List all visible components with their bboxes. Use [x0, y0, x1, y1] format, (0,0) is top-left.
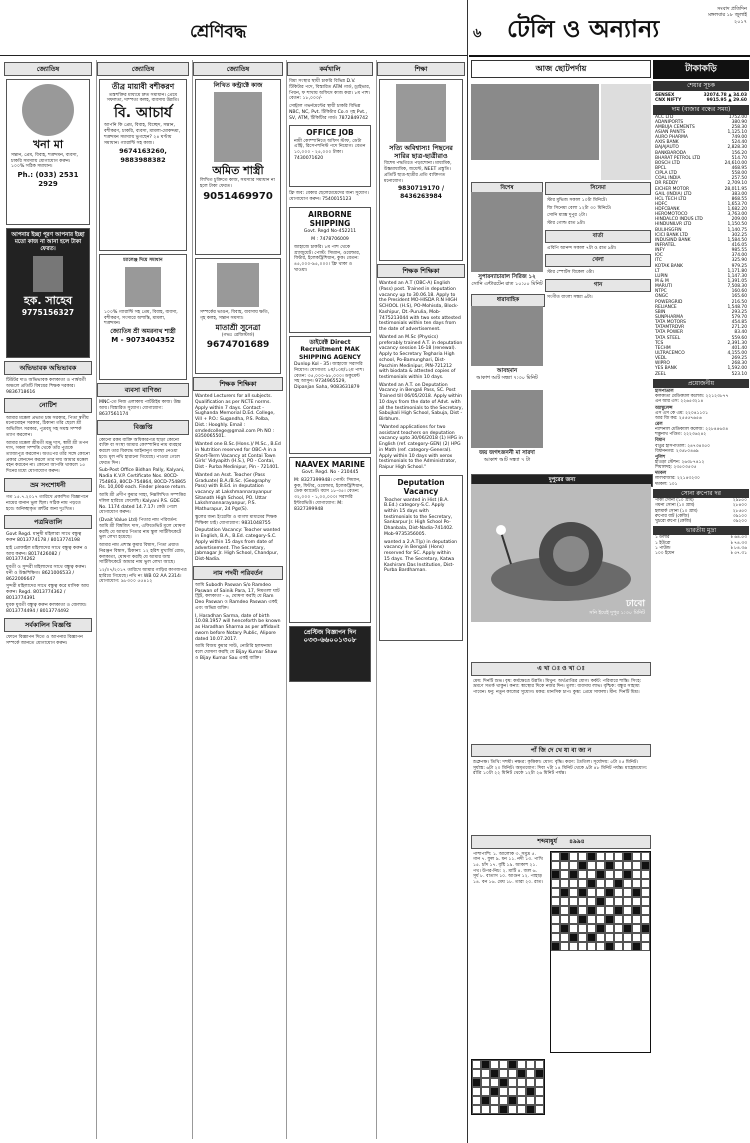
wanted-nutrition: Wanted one B.Sc.(Hons.)/ M.Sc., B.Ed in Nutrition reserved for OBC-A in a Short-Term Vacancy at Contai Town Girls' Vidyapith (H.S.), PO - Contai, Dist - Purba Medinipur, Pin - 721401.	[195, 442, 281, 471]
stock-row: EICHER MOTOR 28,011.95	[655, 186, 747, 192]
stock-row: NTPC 160.60	[655, 289, 747, 295]
section-jyotish-1: জ্যোতিষ	[4, 62, 92, 76]
crossword-header: শব্দমাধুর্য ৪৯৯৪	[471, 835, 651, 849]
stock-row: YES BANK 1,592.00	[655, 366, 747, 372]
useful-section: হাসপাতাল	[655, 389, 674, 395]
column-1: জ্যোতিষ খনা মা সন্তান, প্রেম, বিবাহ, শত্রুদমন, ব্যবসা, চাকরি সমস্যায় যোগাযোগ করুন। ১০০% সঠিক সমাধান। Ph.: (033) 2531 2929 আপনার ইচ্ছা পূরণ আপনার ইচ্ছা মতো কাজ না আনা হলে টাকা ফেরত। হক. সাহেব 9775156327 অভিভাবক অভিভাবক টিউটর দাও অভিভাবক কলকাতা ও পার্শ্ববর্তী অঞ্চলে প্রতিটি বিষয়ের শিক্ষক দরকার। 9836718616 নোটিশ আমার মক্কেল প্রভাত চন্দ্র সরকার, পিতা স্বর্গীয় মনোমোহন সরকার, ঠিকানা তাঁর ছেলে শ্রী অভিজিৎ সরকার, পুত্রবধূ সহ সমস্ত সম্পর্ক ত্যাগ করলেন। আমার মক্কেল শ্রীমতী মঞ্জু দাস, স্বামী শ্রী তপন দাস, সকল সম্পত্তি থেকে তাঁর পুত্রকে ত্যাজ্যপুত্র করলেন। অতঃপর তাঁর সঙ্গে কোনো প্রকার লেনদেন করলে তার দায় আমার মক্কেল বহন করবেন না। কোনো আপত্তি থাকলে ১৫ দিনের মধ্যে যোগাযোগ করুন। ভ্রম সংশোধনী গত ১৫.৭.২০১৭ তারিখে প্রকাশিত বিজ্ঞাপনে নামের বানান ভুল ছিল। সঠিক নাম পড়তে হবে। অনিচ্ছাকৃত ত্রুটির জন্য দুঃখিত। পত্রমিতালি Govt Regd. মানুষী মহিলারা সাথে বন্ধুত্ব করুন 8013774178 / 8013774198 হাই প্রোফাইল মহিলাদের সাথে বন্ধুত্ব করুন ও আয় করুন। 8017426082 / 8013774262 যুবতী ও সুন্দরী মহিলাদের সাথে বন্ধুত্ব করুন। ধনী ও উচ্চশিক্ষিত। 8621006533 / 8622006647 সুন্দরী মহিলাদের সাথে বন্ধুত্ব করে মাসিক আয় করুন। Regd. 8013774362 / 8013774391 যুবক যুবতী বন্ধুত্ব করুন কলকাতা ও জেলায়। 8013774494 / 8013774492 সর্বকালিন বিজ্ঞপ্তি ফোনে বিজ্ঞাপন দিতে ও আপনার বিজ্ঞাপন সম্পর্কে জানতে যোগাযোগ করুন।	[4, 60, 92, 1139]
stock-row: AURO PHARMA 749.00	[655, 135, 747, 141]
ad-office-job: OFFICE JOB নামী কোম্পানিতে অফিস স্টাফ, ডেটা এন্ট্রি, রিসেপশনিস্ট পদে নিয়োগ। বেতন ১০,০০০ - ২৫,০০০ টাকা। 7430071620	[289, 125, 371, 187]
stock-row: TATA STEEL 559.60	[655, 335, 747, 341]
wanted-english: Wanted an A.T (OBC-A) English (Pass) post. Trained in deputation vacancy up to 30.06.18. Apply to the President MO-HISDA R.N HIGH SCHOOL (H.S), PO-Mohisda, Block-Kashipur, Dt.-Purulia, Mob-7475213044 with two sets attested testimonials within ten days from the date of advertisement.	[379, 281, 461, 333]
section-jyotish-3: জ্যোতিষ	[193, 62, 283, 76]
stock-row: HEROMOTOCO 3,763.00	[655, 212, 747, 218]
tv-header: আজ ছোটপর্দায়	[471, 60, 651, 78]
currency-row: ১ পাউন্ড ৳ ৮৪.৩৬	[655, 545, 747, 551]
stock-row: WIPRO 268.30	[655, 361, 747, 367]
stock-row: ICICI BANK LTD 302.25	[655, 232, 747, 238]
stock-row: HCL TECH LTD 868.55	[655, 196, 747, 202]
stock-row: M & M 1,391.05	[655, 279, 747, 285]
tv-photo-2	[601, 84, 651, 180]
stock-row: ACC LTD 1752.00	[655, 114, 747, 120]
wanted-physics: Wanted an M.Sc (Physics) preferably trained A.T. in deputation vacancy session 16-18 (renewal). Apply to Secretary Tegharia High school, Po-Bamunghari, Dist-Paschim Medinipur, PIN-721212 with biodata & attested copies of testimonials within 10 days.	[379, 334, 463, 380]
useful-line: দমকল: ১০১	[655, 481, 678, 487]
stock-row: GAIL (INDIA) LTD 383.00	[655, 191, 747, 197]
market-column: টাকাকড়ি শেয়ার সূচক SENSEX 32074.78 ▲ 34.03 CNX NIFTY 9915.95 ▲ 29.60 দাম (বাজার বন্ধের সময়) ACC LTD 1752.00 ADANIPORTS 380.90 AMBUJA CEMENTS 258.30 ASIAN PAINTS 1,125.10 AURO PHARMA 749.00 AXIS BANK 524.40 BAJAJAUTO 2,828.30 BANKBARODA 156.20 BHARAT PETROL LTD 514.70 BOSCH LTD 24,610.00 BPCL 468.95 CIPLA LTD 558.00 COAL INDIA 257.50 DR REDDY 2,709.10 EICHER MOTOR 28,011.95 GAIL (INDIA) LTD 383.00 HCL TECH LTD 868.55 HDFC 1,653.70 HDFCBANK 1,682.20 HEROMOTOCO 3,763.00 HINDALCO INDUS LTD 209.00 HINDUNILVR LTD 1,150.50 BULIHSGFIN 1,140.75 ICICI BANK LTD 302.25 INDUSIND BANK 1,584.50 INFRATEL 416.05 INFY 985.55 IOC 374.00 ITC 325.90 KOTAK BANK 979.25 LT 1,171.80 LUPIN 1,147.30 M & M 1,391.05 MARUTI 7,508.30 NTPC 160.60 ONGC 165.60 POWERGRID 216.50 RELIANCE 1,548.70 SBIN 293.25 SUNPHARMA 579.70 TATA MOTORS 454.85 TATAMTRDVR 271.20 TATA POWER 83.40 TATA STEEL 559.60 TCS 2,391.30 TECHM 401.40 ULTRACEMCO 4,155.00 VEDL 269.25 WIPRO 268.30 YES BANK 1,592.00 ZEEL 523.10 প্রয়োজনীয় হাসপাতাল কলকাতা মেডিক্যাল কলেজ: ২২১২৩৮৭৭ এন আর এস: ২২৬৫৩২১৪ অ্যাম্বুলেন্স এস এস কে এম: ২২০৪১১০১ আর জি কর: ২৫৫৫৭৬৫৬ রেল ন্যাশনাল মেডিক্যাল কলেজ: ২২৮৪৪৬০৪ শম্ভুনাথ পণ্ডিত: ২২২৩৬২৪২ বিমান বাঙুর হাসপাতাল: ২৪৭৩৪০৫০ বিধাননগর: ২৩৫৮০৪৬৯ পুলিশ হাওড়া স্টেশন: ২৬৩৮৭৪১২ শিয়ালদহ: ২৩৫০৩৫৩৫ দমকল লালবাজার: ২২১৪৩২৩০ দমকল: ১০১ সোনা রুপোর দর পাকা সোনা (১০ গ্রাম) ২৯৮৫০ গয়না সোনা (১০ গ্রাম) ২৮৪০০ হলমার্ক সোনা (১০ গ্রাম) ২৮৫৫০ রুপোর বাট (কেজি) ৩৯১০০ খুচরো রুপো (কেজি) ৩৯২০০ ভারতীয় মুদ্রা ১ ডলার ৳ ৬৪.৫৩ ১ ইউরো ৳ ৭৪.৩৩ ১ পাউন্ড ৳ ৮৪.৩৬ ১০০ ইয়েন ৳ ৫৭.৩১	[653, 60, 749, 1140]
notice-text: আমার মক্কেল প্রভাত চন্দ্র সরকার, পিতা স্বর্গীয় মনোমোহন সরকার, ঠিকানা তাঁর ছেলে শ্রী অভিজিৎ সরকার, পুত্রবধূ সহ সমস্ত সম্পর্ক ত্যাগ করলেন।	[6, 415, 89, 438]
ad-khana-ma: খনা মা সন্তান, প্রেম, বিবাহ, শত্রুদমন, ব্যবসা, চাকরি সমস্যায় যোগাযোগ করুন। ১০০% সঠিক সমাধান। Ph.: (033) 2531 2929	[6, 79, 90, 225]
gold-row: খুচরো রুপো (কেজি) ৩৯২০০	[655, 518, 747, 524]
tv-photo-1	[471, 84, 599, 160]
gold-row: পাকা সোনা (১০ গ্রাম) ২৯৮৫০	[655, 498, 747, 504]
stock-row: HINDALCO INDUS LTD 209.00	[655, 217, 747, 223]
stock-row: SBIN 293.25	[655, 309, 747, 315]
classified-header	[0, 0, 467, 55]
stock-row: LT 1,171.80	[655, 268, 747, 274]
stock-row: ITC 325.90	[655, 258, 747, 264]
useful-section: দমকল	[655, 471, 667, 477]
stock-row: HDFC 1,653.70	[655, 201, 747, 207]
stock-row: BANKBARODA 156.20	[655, 150, 747, 156]
tv-listings: আজ ছোটপর্দায় বিশেষ সিনেমা স্টার মুভিজ সকাল ১০টা মিনিটে। জি সিনেমা বেলা ১২টা ৩০ মিনিটে। সোনি ম্যাক্স দুপুর ২টা। স্টার গোল্ড রাত ৯টা। বার্তা এবিপি আনন্দ সকাল ৭টা ও রাত ৯টা। খেলা স্টার স্পোর্টস বিকেল ৩টা। গান সংগীত বাংলা সন্ধ্যা ৬টা। সুপারন্যাচারাল সিরিজ ১২ সোনি এন্টারটেন রাত ১০:০০ মিনিট ধারাবাহিক আবহমান আকাশ আট সন্ধ্যা ৭:৩০ মিনিট জয় জগৎজননী মা সারদা আকাশ আট সন্ধ্যা ৭ টা দুপুরের জন্য ঢাবো সনি ইয়েই দুপুর ১:৩০ মিনিট	[471, 60, 651, 660]
currency-list	[653, 535, 749, 556]
useful-line: ন্যাশনাল মেডিক্যাল কলেজ: ২২৮৪৪৬০৪	[655, 427, 729, 433]
stock-row: BOSCH LTD 24,610.00	[655, 160, 747, 166]
useful-section: রেল	[655, 422, 663, 428]
stock-row: ULTRACEMCO 4,155.00	[655, 351, 747, 356]
stock-row: BAJAJAUTO 2,828.30	[655, 145, 747, 151]
ad-deputation: Deputation Vacancy Teacher wanted in Hist (B.A. B.Ed.) category-S.C. Apply within 15 days with testimonials to the Secretary, Sankarpur Jr. High School Po-Dhanbala, Dist-Nadia-741402. Mob-9735356005. wanted a 2.A.T(p) in deputation vacancy in Bengali (Hons) reserved for SC. Apply within 15 days. The Secretary, Katwa Kashiram Das Institution, Dist-Purba Bardhaman.	[379, 475, 463, 641]
currency-row: ১ ইউরো ৳ ৭৪.৩৩	[655, 540, 747, 546]
useful-line: লালবাজার: ২২১৪৩২৩০	[655, 476, 700, 482]
gold-list	[653, 498, 749, 524]
useful-line: কলকাতা মেডিক্যাল কলেজ: ২২১২৩৮৭৭	[655, 394, 729, 400]
useful-list	[653, 389, 749, 487]
date-box: সংবাদ প্রতিদিন মঙ্গলবার ১৮ জুলাই ২০১৭	[708, 6, 747, 25]
ad-mak-shipping: ডাইরেক্ট Direct Recruitment MAK SHIPPING AGENCY Dunlop Kol - 35। জাহাজে সরাসরি নিয়োগ। যোগ্যতা: ৮ম/১০ম/১২ম পাশ। বেতন: ৩৫,০০০-৯৮,০০০। ডকুমেন্ট সহ আসুন। 9734965529, Dipanjan Saha, 9083631879	[289, 336, 371, 454]
stock-row: POWERGRID 216.50	[655, 299, 747, 305]
useful-line: এন আর এস: ২২৬৫৩২১৪	[655, 399, 704, 405]
crossword-grid	[550, 851, 651, 1053]
classified-title: শ্রেণিবদ্ধ	[190, 22, 247, 42]
tele-header	[469, 0, 750, 57]
useful-section: পুলিশ	[655, 454, 666, 460]
stock-row: INFRATEL 416.05	[655, 243, 747, 249]
astrologer-photo	[22, 84, 74, 136]
wanted-lecturers: Wanted Lecturers for all subjects. Qualification as per NCTE norms. Apply within 7 days. Contact - Sughanda Memorial D.Ed. College, Vill + P.O.: Sugandha, P.S. Polba, Dist.: Hooghly. Email : smdedcollege@gmail.com Ph NO : 8350065501.	[195, 394, 275, 440]
stock-row: INDUSIND BANK 1,584.50	[655, 237, 747, 243]
stock-row: SUNPHARMA 579.70	[655, 315, 747, 321]
useful-line: শিয়ালদহ: ২৩৫০৩৫৩৫	[655, 465, 697, 471]
stock-row: TATAMTRDVR 271.20	[655, 325, 747, 331]
gold-row: হলমার্ক সোনা (১০ গ্রাম) ২৮৫৫০	[655, 508, 747, 514]
stock-row: IOC 374.00	[655, 253, 747, 259]
stock-row: BULIHSGFIN 1,140.75	[655, 227, 747, 233]
crossword-answer-grid	[471, 1059, 545, 1115]
wanted-geography: Wanted an Asst. Teacher (Pass Graduate) B.A./B.Sc. (Geography Pass) with B.Ed. in deputation vacancy at Lakshmannarayanpur Sitanath High School, PO. Uttar Lakshmannarayanpur, P.S. Mathurapur, 24 Pgs(S).	[195, 472, 272, 513]
useful-line: শম্ভুনাথ পণ্ডিত: ২২২৩৬২৪২	[655, 432, 707, 438]
stock-row: COAL INDIA 257.50	[655, 176, 747, 182]
column-2: জ্যোতিষ তীব্র মায়াবী বশীকরণ তন্ত্রশক্তির মাধ্যমে দ্রুত সমাধান। প্রেমে সফলতা, দাম্পত্য কলহ, ব্যবসায় উন্নতি। বি. আচার্য আপনি কি প্রেম, বিবাহ, বিচ্ছেদ, সন্তান, বশীকরণ, চাকরি, ব্যবসা, মামলা-মোকদ্দমা, শত্রুদমন সমস্যায় ভুগছেন? ২৪ ঘণ্টায় সমাধান। গ্যারান্টি সহ কাজ। 9674163260, 9883988382 চ্যালেঞ্জ দিয়ে সমাধান ১০০% গ্যারান্টি সহ প্রেম, বিবাহ, ব্যবসা, বশীকরণ, সংসারে অশান্তি, মামলা, শত্রুদমন। জ্যোতিষ শ্রী অমরনাথ শাস্ত্রী M - 9073404352 ব্যবসা বাণিজ্য MNC-তে নিজ এলাকায় পার্টটাইম কাজ। উচ্চ আয়। বিস্তারিত সুযোগ। যোগাযোগ: 8637561174 বিজ্ঞপ্তি কোনো রকম ব্যক্তি অধিকারপত্র ছাড়া কোনো ব্যক্তি বা সংস্থা আমার কোম্পানির নাম ব্যবহার করলে তার বিরুদ্ধে আইনানুগ ব্যবস্থা নেওয়া হবে। মূল নথি হারানো গিয়েছে। পাওয়া গেলে ফেরত দিন। Sub-Post Office Bidhan Pally, Kalyani, Nadia K.V.P. Certificate Nos. 80CD-754863, 80CD-754864, 80CD-754865 Rs. 10,000 each. Finder please return. আমি শ্রী প্রদীপ কুমার সাহা, নিম্নলিখিত সম্পত্তির দলিল হারিয়ে ফেলেছি। Kalyani P.S. GDE No. 1174 dated 14.7.17। কেউ পেলে যোগাযোগ করুন। (Dvait Value Ltd) পিতার নাম পরিবর্তন: আমি শ্রী বিশ্বজিৎ দাস, এফিডেভিট মূলে ঘোষণা করছি যে আমার পিতার নাম স্কুল সার্টিফিকেটে ভুল লেখা হয়েছে। আমার নাম প্রশান্ত কুমার বিশ্বাস, পিতা প্রয়াত নিরঞ্জন বিশ্বাস, ঠিকানা: ১২ হরিশ মুখার্জি রোড, কলকাতা, ঘোষণা করছি যে আমার জন্ম সার্টিফিকেটে আমার নাম ভুল লেখা আছে। ১২/০৭/২০১৭ তারিখে আমার গাড়ির কাগজপত্র হারিয়ে গিয়েছে। নথি নং WB 02 AA 2314। যোগাযোগ: ৯৮৩০০ ৫৫৪১২	[96, 60, 189, 1139]
ad-naavex: NAAVEX MARINE Govt. Regd. No - 210445 M: 8327399948। পোস্ট: সিম্যান, কুক, ফিটার, ওয়েল্ডার, ইলেকট্রিশিয়ান, ডেক ক্যাডেট। বয়স ১৮-৩৫। বেতন: ৩২,০০০ - ১,০০,০০০। সরাসরি ইন্টারভিউ। যোগাযোগ: M: 8327399948	[289, 457, 371, 623]
useful-section: বিমান	[655, 438, 666, 444]
stock-row: CIPLA LTD 558.00	[655, 171, 747, 177]
ad-sunetra: সম্পর্কের ভাঙন, বিবাহ, ব্যবসায় ক্ষতি, গৃহ কলহ, সন্তান সমস্যা। মাতাশ্রী সুনেত্রা (গভঃ রেজিস্টার্ড) 9674701689	[195, 258, 281, 374]
stock-row: AMBUJA CEMENTS 258.30	[655, 124, 747, 130]
stock-row: HDFCBANK 1,682.20	[655, 207, 747, 213]
takakori-logo: টাকাকড়ি	[653, 60, 749, 79]
stock-list	[653, 115, 749, 377]
useful-line: আর জি কর: ২৫৫৫৭৬৫৬	[655, 415, 702, 421]
useful-line: বাঙুর হাসপাতাল: ২৪৭৩৪০৫০	[655, 443, 711, 449]
currency-row: ১ ডলার ৳ ৬৪.৫৩	[655, 535, 747, 541]
useful-section: অ্যাম্বুলেন্স	[655, 405, 673, 411]
stock-row: BHARAT PETROL LTD 514.70	[655, 155, 747, 161]
stock-row: ZEEL 523.10	[655, 371, 747, 377]
ad-airborne: AIRBORNE SHIPPING Govt. Regd No-452211 M : 7478706009 জাহাজে চাকরি। ৮ম পাশ থেকে গ্র্যাজুয়েট। পোস্ট: সিম্যান, ওয়েল্ডার, ফিটার, ইলেকট্রিশিয়ান, কুক। বেতন: ৪৫,০০০-৯৫,০০০। ফ্রি থাকা ও খাওয়া।	[289, 207, 371, 333]
stock-row: KOTAK BANK 979.25	[655, 263, 747, 269]
stock-row: ADANIPORTS 380.90	[655, 119, 747, 125]
stock-row: TCS 2,391.30	[655, 340, 747, 346]
stock-row: INFY 985.55	[655, 248, 747, 254]
ad-amarnath-shastri: চ্যালেঞ্জ দিয়ে সমাধান ১০০% গ্যারান্টি সহ প্রেম, বিবাহ, ব্যবসা, বশীকরণ, সংসারে অশান্তি, মামলা, শত্রুদমন। জ্যোতিষ শ্রী অমরনাথ শাস্ত্রী M - 9073404352	[99, 254, 187, 380]
tv-photo-5	[471, 390, 543, 448]
tele-page	[469, 0, 750, 1143]
ad-hak-saheb: আপনার ইচ্ছা পূরণ আপনার ইচ্ছা মতো কাজ না আনা হলে টাকা ফেরত। হক. সাহেব 9775156327	[6, 228, 90, 358]
column-4: কর্মখালি বিমা সংস্থার স্থায়ী চাকরি বিভিন্ন D.V. টিকিটার পদে, বিস্তারিত ATM গার্ড, ড্রাইভার, পিয়ন, ফ শাখায় অফিসে কাজ করা। ৮ম পাশ। বেতন: ১৮,০০০/- সেন্ট্রাল গভর্নমেন্টের স্থায়ী চাকরি বিভিন্ন NBC, NC, Pvt. টিকিটার Co.ও গৃহ Pvt., SV, ATM, টিকিটিার গার্ড। 7872849742 OFFICE JOB নামী কোম্পানিতে অফিস স্টাফ, ডেটা এন্ট্রি, রিসেপশনিস্ট পদে নিয়োগ। বেতন ১০,০০০ - ২৫,০০০ টাকা। 7430071620 ফ্রি জব: বেকার ছেলেমেয়েদের জন্য সুযোগ। যোগাযোগ করুন। 7540015123 AIRBORNE SHIPPING Govt. Regd No-452211 M : 7478706009 জাহাজে চাকরি। ৮ম পাশ থেকে গ্র্যাজুয়েট। পোস্ট: সিম্যান, ওয়েল্ডার, ফিটার, ইলেকট্রিশিয়ান, কুক। বেতন: ৪৫,০০০-৯৫,০০০। ফ্রি থাকা ও খাওয়া। ডাইরেক্ট Direct Recruitment MAK SHIPPING AGENCY Dunlop Kol - 35। জাহাজে সরাসরি নিয়োগ। যোগ্যতা: ৮ম/১০ম/১২ম পাশ। বেতন: ৩৫,০০০-৯৮,০০০। ডকুমেন্ট সহ আসুন। 9734965529, Dipanjan Saha, 9083631879 NAAVEX MARINE Govt. Regd. No - 210445 M: 8327399948। পোস্ট: সিম্যান, কুক, ফিটার, ওয়েল্ডার, ইলেকট্রিশিয়ান, ডেক ক্যাডেট। বয়স ১৮-৩৫। বেতন: ৩২,০০০ - ১,০০,০০০। সরাসরি ইন্টারভিউ। যোগাযোগ: M: 8327399948 প্রেস্টিজ বিজ্ঞাপন দিন ০৩৩-৬৬০০১৩০৮	[286, 60, 373, 1139]
stock-row: MARUTI 7,508.30	[655, 284, 747, 290]
stock-row: ASIAN PAINTS 1,125.10	[655, 129, 747, 135]
page-number: ৬	[473, 26, 482, 41]
useful-line: এস এস কে এম: ২২০৪১১০১	[655, 410, 708, 416]
tv-photo-4	[471, 306, 543, 366]
stock-row: BPCL 468.95	[655, 165, 747, 171]
stock-row: AXIS BANK 524.40	[655, 140, 747, 146]
stock-row: RELIANCE 1,548.70	[655, 304, 747, 310]
stock-row: ONGC 165.60	[655, 294, 747, 300]
stock-row: TATA MOTORS 454.85	[655, 320, 747, 326]
currency-row: ১০০ ইয়েন ৳ ৫৭.৩১	[655, 550, 747, 556]
section-jyotish-2: জ্যোতিষ	[97, 62, 189, 76]
ad-b-acharya: তীব্র মায়াবী বশীকরণ তন্ত্রশক্তির মাধ্যমে দ্রুত সমাধান। প্রেমে সফলতা, দাম্পত্য কলহ, ব্যবসায় উন্নতি। বি. আচার্য আপনি কি প্রেম, বিবাহ, বিচ্ছেদ, সন্তান, বশীকরণ, চাকরি, ব্যবসা, মামলা-মোকদ্দমা, শত্রুদমন সমস্যায় ভুগছেন? ২৪ ঘণ্টায় সমাধান। গ্যারান্টি সহ কাজ। 9674163260, 9883988382	[99, 79, 187, 251]
stock-row: TATA POWER 83.40	[655, 330, 747, 336]
stock-row: DR REDDY 2,709.10	[655, 181, 747, 187]
column-5: শিক্ষা সত্যি অবিশ্বাস্য! পিছনের সারির ছাত্র-ছাত্রীরাও বিশেষ পদ্ধতিতে পড়াশোনা। মাধ্যমিক, উচ্চমাধ্যমিক, জয়েন্ট, NEET প্রস্তুতি। প্রতিটি ছাত্র-ছাত্রীর প্রতি ব্যক্তিগত মনোযোগ। 9830719170 / 8436263984 শিক্ষক শিক্ষিকা Wanted an A.T (OBC-A) English (Pass) post. Trained in deputation vacancy up to 30.06.18. Apply to the President MO-HISDA R.N HIGH SCHOOL (H.S), PO-Mohisda, Block-Kashipur, Dt.-Purulia, Mob-7475213044 with two sets attested testimonials within ten days from the date of advertisement. Wanted an M.Sc (Physics) preferably trained A.T. in deputation vacancy session 16-18 (renewal). Apply to Secretary Tegharia High school, Po-Bamunghari, Dist-Paschim Medinipur, PIN-721212 with biodata & attested copies of testimonials within 10 days. Wanted an A.T. on Deputation Vacancy in Bengali Pass, SC. Post Trained till 06/05/2018. Apply within 10 days from the date of Advt. with all the testimonials to the Secretary, Sabujkali High School, Sabuja, Dist - Birbhum. "Wanted applications for two assistant teachers on deputation vacancy upto 30/06/2018 (1) HPG in English (ref. category-GEN) (2) HPG in Math (ref. category-General). Apply within 10 days with xerox testimonials to the Administrator, Raipur High School." Deputation Vacancy Teacher wanted in Hist (B.A. B.Ed.) category-S.C. Apply within 15 days with testimonials to the Secretary, Sankarpur Jr. High School Po-Dhanbala, Dist-Nadia-741402. Mob-9735356005. wanted a 2.A.T(p) in deputation vacancy in Bengali (Hons) reserved for SC. Apply within 15 days. The Secretary, Katwa Kashiram Das Institution, Dist-Purba Bardhaman.	[376, 60, 465, 1139]
stock-row: TECHM 401.40	[655, 345, 747, 351]
gold-row: গয়না সোনা (১০ গ্রাম) ২৮৪০০	[655, 503, 747, 509]
column-3: জ্যোতিষ লিখিত কন্ট্রাক্টে কাজ অমিত শাস্ত্রী লিখিত চুক্তিতে কাজ, সমস্যার সমাধান না হলে টাকা ফেরত। 9051469970 সম্পর্কের ভাঙন, বিবাহ, ব্যবসায় ক্ষতি, গৃহ কলহ, সন্তান সমস্যা। মাতাশ্রী সুনেত্রা (গভঃ রেজিস্টার্ড) 9674701689 শিক্ষক শিক্ষিকা Wanted Lecturers for all subjects. Qualification as per NCTE norms. Apply within 7 days. Contact - Sughanda Memorial D.Ed. College, Vill + P.O.: Sugandha, P.S. Polba, Dist.: Hooghly. Email : smdedcollege@gmail.com Ph NO : 8350065501. Wanted one B.Sc.(Hons.)/ M.Sc., B.Ed in Nutrition reserved for OBC-A in a Short-Term Vacancy at Contai Town Girls' Vidyapith (H.S.), PO - Contai, Dist - Purba Medinipur, Pin - 721401. Wanted an Asst. Teacher (Pass Graduate) B.A./B.Sc. (Geography Pass) with B.Ed. in deputation vacancy at Lakshmannarayanpur Sitanath High School, PO. Uttar Lakshmannarayanpur, P.S. Mathurapur, 24 Pgs(S). স্কুলের জন্য ইংরেজি ও বাংলা মাধ্যমের শিক্ষক শিক্ষিকা চাই। যোগাযোগ: 9831048755 Deputation Vacancy: Teacher wanted in English, B.A., B.Ed. category-S.C. Apply within 15 days from date of advertisement. The Secretary, Jabmagar Jr. High School, Chandpur, Dist-Nadia. নাম পদবী পরিবর্তন আমি Subodh Paswan S/o Ramdeo Paswan of Sainik Para, 17, নিমতলা ঘাট স্ট্রিট, কলকাতা - ৬, ঘোষণা করছি যে Ram Deo Paswan ও Ramdeo Paswan একই এবং অভিন্ন ব্যক্তি। I, Haradhan Sarma, date of birth 10.08.1957 will henceforth be known as Haradhan Sharma as per affidavit sworn before Notary Public, Alipore dated 10.07.2017. আমি বিজয় কুমার সাউ, নোটারি হলফনামা বলে ঘোষণা করছি যে Bijay Kumar Shaw ও Bijay Kumar Sau একই ব্যক্তি।	[192, 60, 283, 1139]
ad-satyi: সত্যি অবিশ্বাস্য! পিছনের সারির ছাত্র-ছাত্রীরাও বিশেষ পদ্ধতিতে পড়াশোনা। মাধ্যমিক, উচ্চমাধ্যমিক, জয়েন্ট, NEET প্রস্তুতি। প্রতিটি ছাত্র-ছাত্রীর প্রতি ব্যক্তিগত মনোযোগ। 9830719170 / 8436263984	[379, 79, 463, 261]
ad-amit-shastri: লিখিত কন্ট্রাক্টে কাজ অমিত শাস্ত্রী লিখিত চুক্তিতে কাজ, সমস্যার সমাধান না হলে টাকা ফেরত। 9051469970	[195, 79, 281, 255]
stock-row: LUPIN 1,147.30	[655, 273, 747, 279]
useful-line: হাওড়া স্টেশন: ২৬৩৮৭৪১২	[655, 460, 705, 466]
bottom-section: এ খা ঃ ও খা ঃ মেষ: দিনটি শুভ। বৃষ: কর্মক্ষেত্রে উন্নতি। মিথুন: অর্থপ্রাপ্তির যোগ। কর্কট: পরিবারে শান্তি। সিংহ: ভ্রমণে সতর্ক থাকুন। কন্যা: স্বাস্থ্যের দিকে নজর দিন। তুলা: ব্যবসায় লাভ। বৃশ্চিক: বন্ধুর সাহায্য পাবেন। ধনু: নতুন কাজের সুযোগ। মকর: মানসিক চাপ। কুম্ভ: প্রেমে সাফল্য। মীন: দিনটি মিশ্র। পাঁ জি দে খে যা বা জা ন শুক্লপক্ষ। তিথি: দশমী। নক্ষত্র: কৃত্তিকা। যোগ: বৃদ্ধি। করণ: তৈতিল। সূর্যোদয়: ৫টা ০৫ মিনিট। সূর্যাস্ত: ৬টা ২০ মিনিট। অমৃতযোগ: দিবা ৭টা ১৪ মিনিট থেকে ৯টা ৪৮ মিনিট পর্যন্ত। মাহেন্দ্রযোগ: রাত্রি ১০টা ২২ মিনিট থেকে ১২টা ২৬ মিনিট পর্যন্ত। শব্দমাধুর্য ৪৯৯৪ পাশাপাশি: ১. আলোক ৩. সমুদ্র ৫. গান ৭. ফুল ৯. ধন ১১. নদী ১৩. পাখি ১৫. চাঁদ ১৭. বৃষ্টি ১৯. আকাশ ২১. পথ। উপর-নিচ: ২. মাটি ৪. জল ৬. সূর্য ৮. বাতাস ১০. আগুন ১২. পাহাড় ১৪. বন ১৬. মেঘ ১৮. তারা ২০. রাত।	[471, 660, 651, 1115]
tele-title: টেলি ও অন্যান্য	[507, 14, 660, 43]
stock-row: HINDUNILVR LTD 1,150.50	[655, 222, 747, 228]
stock-row: VEDL 269.25	[655, 356, 747, 362]
ad-prestige: প্রেস্টিজ বিজ্ঞাপন দিন ০৩৩-৬৬০০১৩০৮	[289, 626, 371, 682]
useful-line: বিধাননগর: ২৩৫৮০৪৬৯	[655, 448, 699, 454]
gold-row: রুপোর বাট (কেজি) ৩৯১০০	[655, 513, 747, 519]
cartoon-image: ঢাবো সনি ইয়েই দুপুর ১:৩০ মিনিট	[471, 484, 651, 622]
tv-photo-3	[471, 192, 543, 272]
